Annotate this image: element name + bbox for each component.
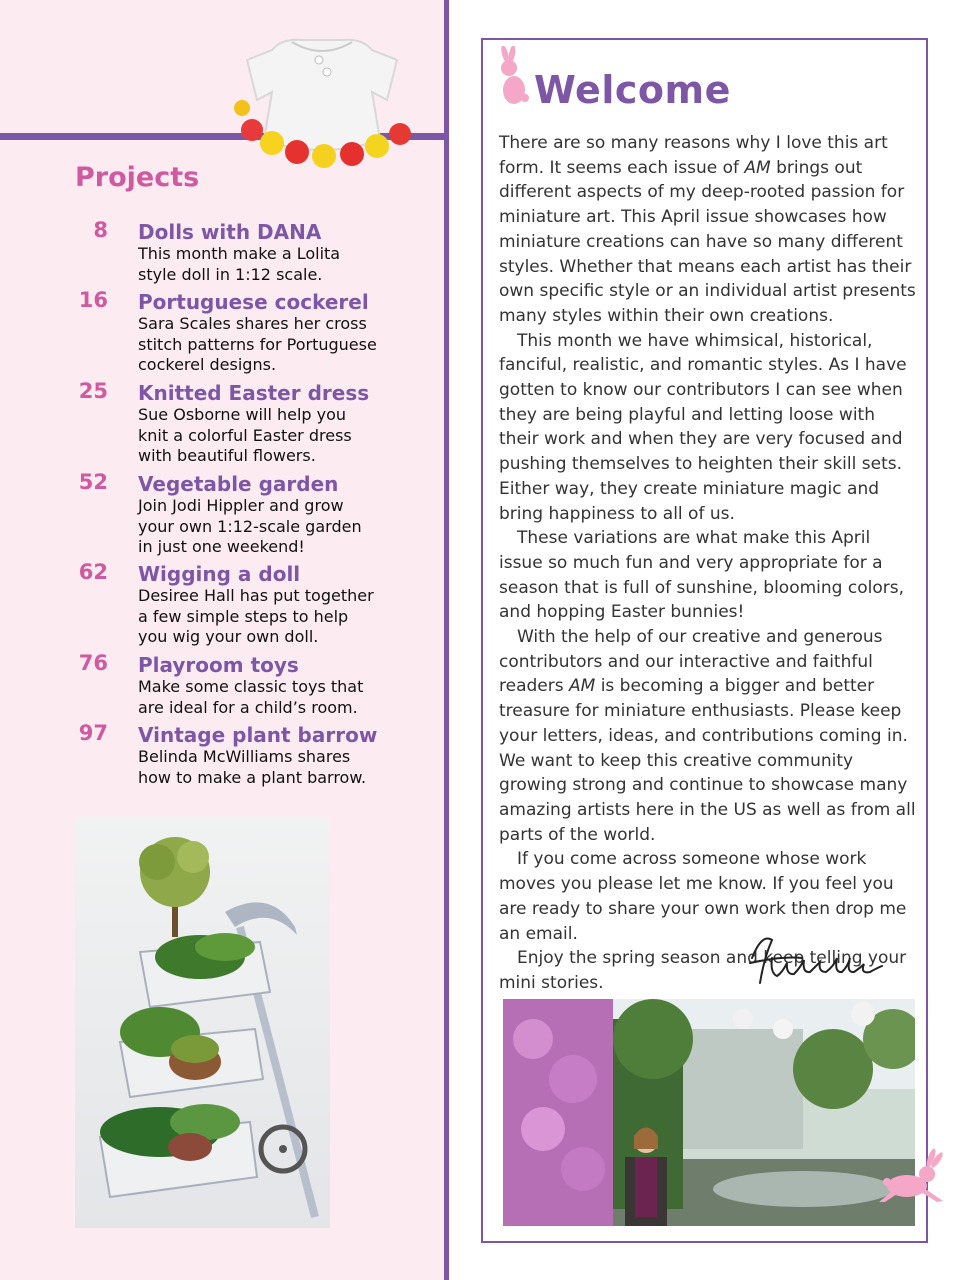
letter-paragraph: If you come across someone whose work moves you please let me know. If you feel you are ready to share your own work then drop me an email. — [499, 849, 907, 944]
project-title: Wigging a doll — [138, 562, 301, 586]
project-description: Belinda McWilliams shares how to make a plant barrow. — [138, 747, 367, 787]
bunny-icon — [492, 46, 530, 108]
vertical-divider — [444, 0, 449, 1280]
project-page-number: 52 — [78, 470, 108, 494]
project-description: Make some classic toys that are ideal for a child’s room. — [138, 677, 364, 717]
running-bunny-icon — [877, 1148, 947, 1204]
signature — [742, 928, 902, 990]
project-page-number: 76 — [78, 651, 108, 675]
project-title: Portuguese cockerel — [138, 290, 369, 314]
projects-heading: Projects — [75, 162, 200, 193]
project-title: Knitted Easter dress — [138, 381, 370, 405]
project-description: Sue Osborne will help you knit a colorful Easter dress with beautiful flowers. — [138, 405, 352, 465]
letter-text: is becoming a bigger and better treasure for miniature enthusiasts. Please keep your letters, ideas, and contributions coming in. We want to keep this creative community growing strong and continue to showcase many amazing artists here in the US as well as from all parts of the world. — [499, 676, 916, 845]
project-title: Vegetable garden — [138, 472, 339, 496]
project-description: Desiree Hall has put together a few simple steps to help you wig your own doll. — [138, 586, 374, 646]
plant-barrow-photo — [75, 817, 330, 1228]
project-page-number: 62 — [78, 560, 108, 584]
project-title: Vintage plant barrow — [138, 723, 378, 747]
letter-paragraph — [499, 625, 919, 847]
welcome-letter — [499, 131, 919, 996]
project-description: Join Jodi Hippler and grow your own 1:12-scale garden in just one weekend! — [138, 496, 362, 556]
letter-paragraph — [499, 131, 919, 329]
letter-text: There are so many reasons why I love this art form. It seems each issue of — [499, 133, 888, 178]
letter-paragraph: Enjoy the spring season and keep telling your mini stories. — [499, 948, 907, 993]
project-page-number: 16 — [78, 288, 108, 312]
project-page-number: 97 — [78, 721, 108, 745]
project-title: Dolls with DANA — [138, 220, 322, 244]
magazine-abbreviation: AM — [569, 676, 596, 697]
project-page-number: 25 — [78, 379, 108, 403]
letter-paragraph: These variations are what make this April issue so much fun and very appropriate for a season that is full of sunshine, blooming colors, and hopping Easter bunnies! — [499, 528, 904, 623]
welcome-heading: Welcome — [534, 68, 731, 112]
project-page-number: 8 — [93, 218, 108, 242]
letter-text: With the help of our creative and generous contributors and our interactive and faithful readers — [499, 627, 883, 697]
project-description: This month make a Lolita style doll in 1:12 scale. — [138, 244, 341, 284]
project-title: Playroom toys — [138, 653, 299, 677]
project-description: Sara Scales shares her cross stitch patterns for Portuguese cockerel designs. — [138, 314, 377, 374]
knitted-dress-photo — [222, 30, 422, 180]
letter-paragraph: This month we have whimsical, historical, fanciful, realistic, and romantic styles. As I have gotten to know our contributors I can see when they are being playful and letting loose with their work and when they are very focused and pushing themselves to heighten their skill sets. Either way, they create miniature magic and bring happiness to all of us. — [499, 330, 907, 524]
magazine-abbreviation: AM — [744, 157, 771, 178]
letter-text: brings out different aspects of my deep-rooted passion for miniature art. This April issue showcases how miniature creations can have so many different styles. Whether that means each artist has their own specific style or an individual artist presents many styles within their own creations. — [499, 157, 916, 326]
conservatory-photo — [503, 999, 915, 1226]
